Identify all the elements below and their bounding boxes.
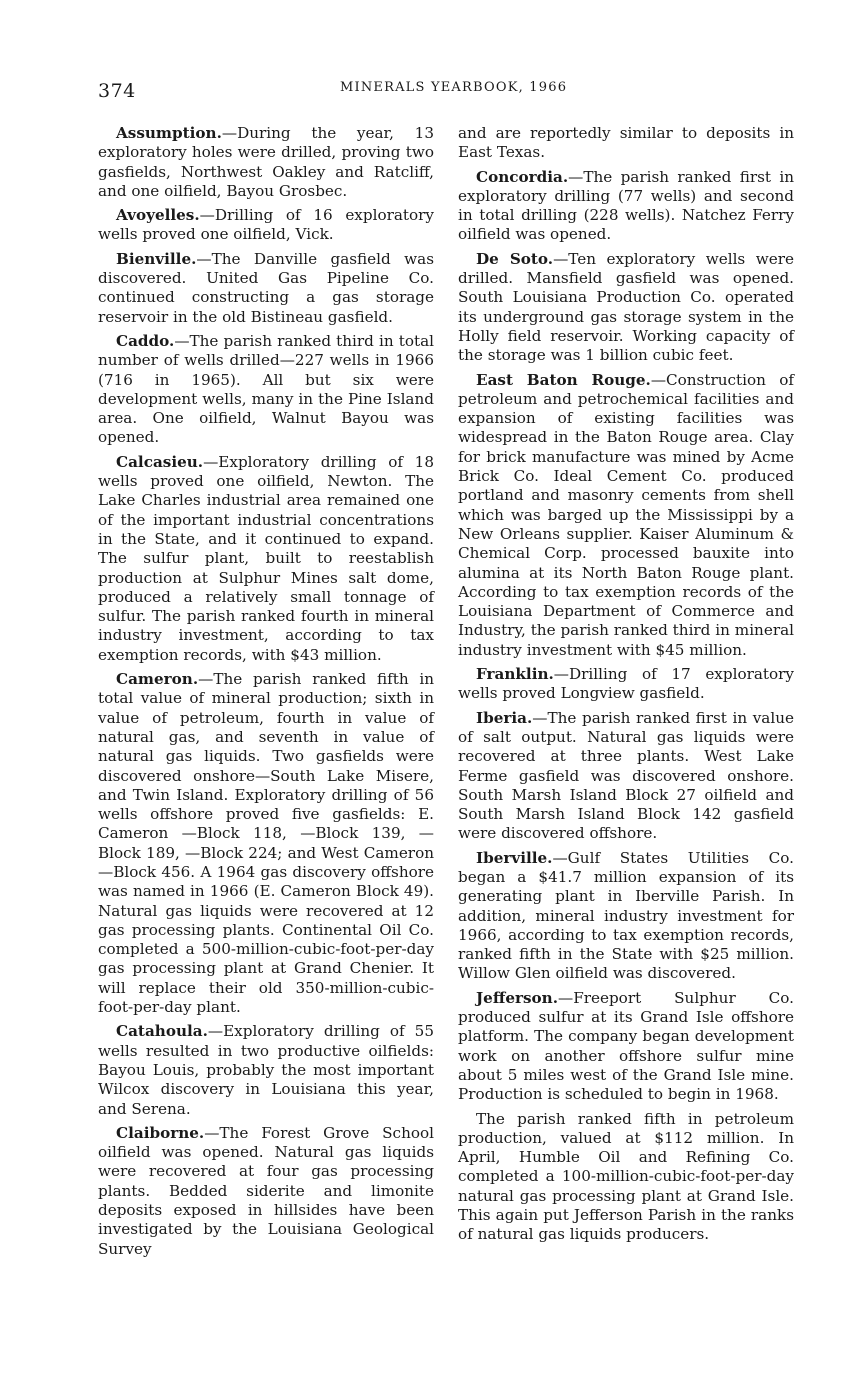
parish-heading: Assumption.	[116, 124, 222, 142]
paragraph-catahoula	[98, 1022, 434, 1118]
paragraph-text: —The parish ranked first in value of salt output. Natural gas liquids were recovered at three plants. West Lake Ferme gasfield was discovered onshore. South Marsh Island Block 27 oilfield and South Marsh Island Block 142 gasfield were discovered offshore.	[458, 708, 794, 843]
paragraph-text: The parish ranked fifth in petroleum production, valued at $112 million. In April, Humble Oil and Refining Co. completed a 100-million-cubic-foot-per-day natural gas processing plant at Grand Isle. This again put Jefferson Parish in the ranks of natural gas liquids producers.	[458, 1109, 794, 1244]
paragraph-calcasieu	[98, 453, 434, 665]
running-head: MINERALS YEARBOOK, 1966	[340, 80, 568, 95]
paragraph-text: —Drilling of 17 exploratory wells proved Longview gasfield.	[458, 665, 794, 703]
paragraph-text: —The Forest Grove School oilfield was opened. Natural gas liquids were recovered at four gas processing plants. Bedded siderite and limonite deposits exposed in hillsides have been investigated by the Louisiana Geological Survey	[98, 1123, 434, 1258]
parish-heading: Caddo.	[116, 331, 175, 350]
paragraph-concordia	[458, 168, 794, 245]
paragraph-text: —Gulf States Utilities Co. began a $41.7 million expansion of its generating plant in Iberville Parish. In addition, mineral industry investment for 1966, according to tax exemption records, ranked fifth in the State with $25 million. Willow Glen oilfield was discovered.	[458, 848, 794, 983]
parish-heading: Catahoula.	[116, 1022, 208, 1041]
paragraph-text: —The parish ranked third in total number of wells drilled—227 wells in 1966 (716 in 1965). All but six were development wells, many in the Pine Island area. One oilfield, Walnut Bayou was opened.	[98, 331, 434, 447]
paragraph-claiborne	[98, 1124, 434, 1259]
paragraph-text: —The Danville gasfield was discovered. United Gas Pipeline Co. continued constructing a gas storage reservoir in the old Bistineau gasfield.	[98, 249, 434, 326]
parish-heading: De Soto.	[476, 249, 554, 268]
paragraph-text: —Ten exploratory wells were drilled. Mansfield gasfield was opened. South Louisiana Production Co. operated its underground gas storage system in the Holly field reservoir. Working capacity of the storage was 1 billion cubic feet.	[458, 249, 794, 365]
parish-heading: Franklin.	[476, 665, 554, 684]
parish-heading: Bienville.	[116, 249, 197, 268]
paragraph-text: —Drilling of 16 exploratory wells proved one oilfield, Vick.	[98, 206, 434, 244]
paragraph-jefferson	[458, 989, 794, 1105]
paragraph-text: —Freeport Sulphur Co. produced sulfur at its Grand Isle offshore platform. The company began development work on another offshore sulfur mine about 5 miles west of the Grand Isle mine. Production is scheduled to begin in 1968.	[458, 988, 794, 1104]
parish-heading: East Baton Rouge.	[476, 370, 651, 389]
paragraph-text: —Exploratory drilling of 55 wells resulted in two productive oilfields: Bayou Louis, probably the most important Wilcox discovery in Louisiana this year, and Serena.	[98, 1022, 434, 1118]
parish-heading: Iberville.	[476, 848, 553, 867]
paragraph-text: —Exploratory drilling of 18 wells proved one oilfield, Newton. The Lake Charles industrial area remained one of the important industrial concentrations in the State, and it continued to expand. The sulfur plant, built to reestablish production at Sulphur Mines salt dome, produced a relatively small tonnage of sulfur. The parish ranked fourth in mineral industry investment, according to tax exemption records, with $43 million.	[98, 452, 434, 664]
page-number: 374	[98, 80, 136, 102]
paragraph-east-baton-rouge	[458, 371, 794, 660]
parish-heading: Avoyelles.	[116, 206, 200, 225]
paragraph-text: —The parish ranked first in exploratory drilling (77 wells) and second in total drilling (228 wells). Natchez Ferry oilfield was opened.	[458, 167, 794, 244]
paragraph-cameron	[98, 670, 434, 1017]
paragraph-franklin	[458, 665, 794, 704]
parish-heading: Jefferson.	[476, 988, 558, 1007]
paragraph-text: and are reportedly similar to deposits in East Texas.	[458, 124, 794, 162]
right-column	[458, 124, 794, 1250]
paragraph-assumption	[98, 124, 434, 201]
paragraph-claiborne-continued	[458, 124, 794, 163]
parish-heading: Claiborne.	[116, 1123, 205, 1142]
paragraph-avoyelles	[98, 206, 434, 245]
paragraph-jefferson-2	[458, 1110, 794, 1245]
paragraph-text: —During the year, 13 exploratory holes were drilled, proving two gasfields, Northwest Oakley and Ratcliff, and one oilfield, Bayou Grosbec.	[98, 124, 434, 200]
paragraph-text: —The parish ranked fifth in total value of mineral production; sixth in value of petroleum, fourth in value of natural gas, and seventh in value of natural gas liquids. Two gasfields were discovered onshore—South Lake Misere, and Twin Island. Exploratory drilling of 56 wells offshore proved five gasfields: E. Cameron —Block 118, —Block 139, —Block 189, —Block 224; and West Cameron—Block 456. A 1964 gas discovery offshore was named in 1966 (E. Cameron Block 49). Natural gas liquids were recovered at 12 gas processing plants. Continental Oil Co. completed a 500-million-cubic-foot-per-day gas processing plant at Grand Chenier. It will replace their old 350-million-cubic-foot-per-day plant.	[98, 670, 434, 1017]
parish-heading: Concordia.	[476, 167, 569, 186]
paragraph-caddo	[98, 332, 434, 448]
parish-heading: Calcasieu.	[116, 452, 204, 471]
parish-heading: Cameron.	[116, 670, 199, 689]
paragraph-text: —Construction of petroleum and petrochemical facilities and expansion of existing facilities was widespread in the Baton Rouge area. Clay for brick manufacture was mined by Acme Brick Co. Ideal Cement Co. produced portland and masonry cements from shell which was barged up the Mississippi by a New Orleans supplier. Kaiser Aluminum & Chemical Corp. processed bauxite into alumina at its North Baton Rouge plant. According to tax exemption records of the Louisiana Department of Commerce and Industry, the parish ranked third in mineral industry investment with $45 million.	[458, 370, 794, 659]
parish-heading: Iberia.	[476, 708, 533, 727]
left-column	[98, 124, 434, 1264]
paragraph-iberia	[458, 709, 794, 844]
paragraph-de-soto	[458, 250, 794, 366]
paragraph-bienville	[98, 250, 434, 327]
paragraph-iberville	[458, 849, 794, 984]
